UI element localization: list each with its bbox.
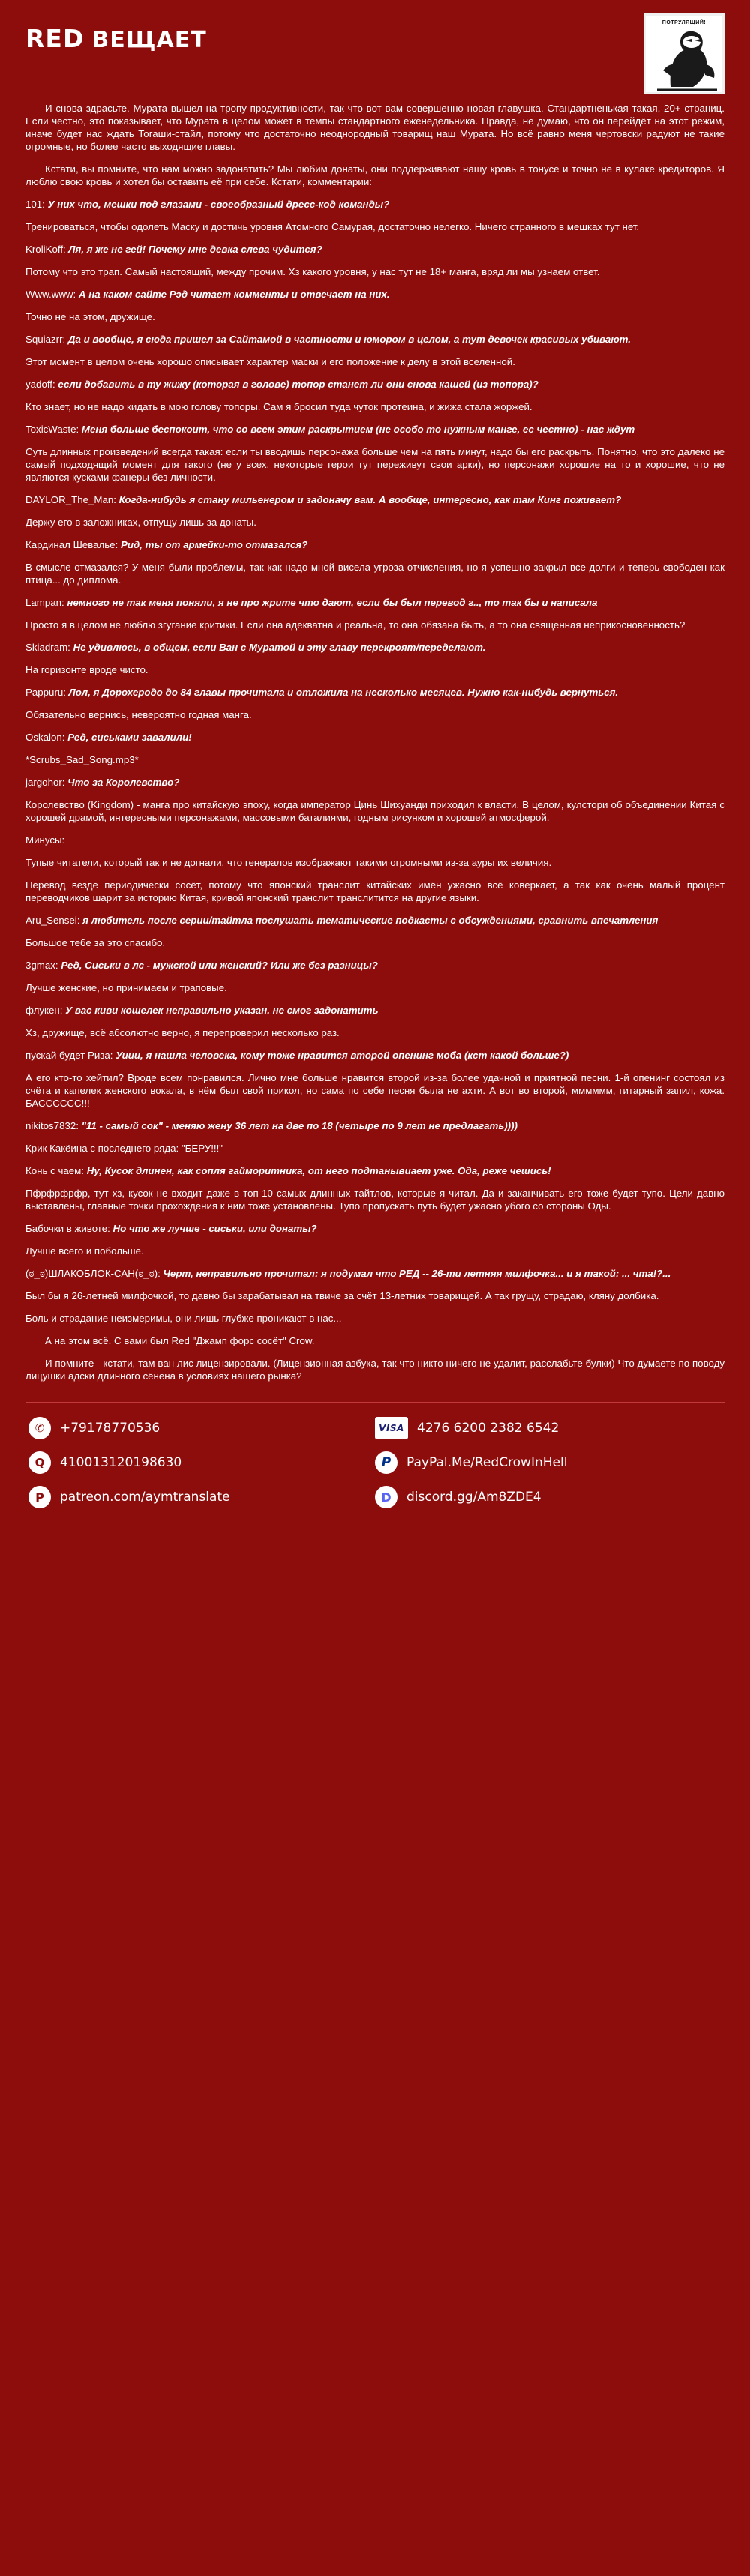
- comment-question: Не удивлюсь, в общем, если Ван с Муратой и эту главу перекроят/переделают.: [73, 642, 486, 653]
- comment-answer-extra: Боль и страдание неизмеримы, они лишь глубже проникают в нас...: [26, 1313, 342, 1324]
- footer-discord[interactable]: [375, 1486, 722, 1508]
- visa-icon: VISA: [375, 1417, 408, 1439]
- comment-answer: *Scrubs_Sad_Song.mp3*: [26, 754, 139, 765]
- comment-question: Но что же лучше - сиськи, или донаты?: [112, 1223, 317, 1234]
- comment-block: [26, 959, 724, 972]
- article-body: [26, 102, 724, 1382]
- comment-answer: Этот момент в целом очень хорошо описывает характер маски и его положение к делу в этой вселенной.: [26, 356, 515, 367]
- comment-nick: Www.www:: [26, 289, 76, 300]
- comment-question: немного не так меня поняли, я не про жрите что дают, если бы был перевод г.., то так бы и написала: [67, 597, 598, 608]
- comment-nick: (ಠ_ಠ)ШЛАКОБЛОК-САН(ಠ_ಠ):: [26, 1268, 160, 1279]
- comment-nick: пускай будет Риза:: [26, 1050, 113, 1061]
- footer-card[interactable]: [375, 1417, 722, 1439]
- comment-nick: Pappuru:: [26, 687, 66, 698]
- comment-question: Лол, я Дорохеродо до 84 главы прочитала и отложила на несколько месяцев. Нужно как-нибудь вернуться.: [68, 687, 619, 698]
- minuses-item-1: Тупые читатели, который так и не догнали, что генералов изображают такими огромными из-за ауры их величия.: [26, 857, 552, 868]
- comment-question: Черт, неправильно прочитал: я подумал что РЕД -- 26-ти летняя милфочка... и я такой: ... чта!?...: [163, 1268, 671, 1279]
- comment-question: У вас киви кошелек неправильно указан. не смог задонатить: [65, 1005, 379, 1016]
- avatar-caption: ПОТРУЛЯЩИЙ!: [662, 20, 706, 25]
- comment-answer: Кто знает, но не надо кидать в мою голову топоры. Сам я бросил туда чуток протеина, и жижа стала жоржей.: [26, 401, 532, 412]
- avatar-drawing-icon: [648, 18, 724, 94]
- logo-red-text: RED: [26, 24, 85, 53]
- comment-block: [26, 378, 724, 391]
- comment-nick: Aru_Sensei:: [26, 915, 80, 926]
- comment-block: [26, 243, 724, 256]
- paragraph-intro-2: Кстати, вы помните, что нам можно задонатить? Мы любим донаты, они поддерживают нашу кровь в тонусе и точно не в кулаке кредиторов. Я люблю свою кровь и хотел бы оставить её при себе. Кстати, комментарии:: [26, 163, 724, 187]
- comment-nick: флукен:: [26, 1005, 63, 1016]
- comment-answer: Лучше женские, но принимаем и траповые.: [26, 982, 227, 993]
- comment-block: [26, 538, 724, 551]
- comment-block: [26, 1049, 724, 1062]
- comment-answer: Точно не на этом, дружище.: [26, 311, 155, 322]
- page-header: [26, 13, 724, 94]
- comment-block: [26, 914, 724, 927]
- avatar-artwork: [648, 18, 720, 90]
- page-footer: [26, 1402, 724, 1537]
- comment-block: [26, 198, 724, 211]
- comment-answer: Держу его в заложниках, отпущу лишь за донаты.: [26, 517, 256, 528]
- comment-answer: В смысле отмазался? У меня были проблемы, так как надо мной висела угроза отчисления, но я успешно закрыл все долги и теперь свободен как птица... до диплома.: [26, 562, 724, 586]
- comment-nick: Oskalon:: [26, 732, 65, 743]
- logo-veschaet-text: ВЕЩАЕТ: [92, 27, 207, 53]
- comment-block: [26, 776, 724, 789]
- footer-row-3: [28, 1486, 722, 1508]
- comment-answer: Суть длинных произведений всегда такая: если ты вводишь персонажа больше чем на пять минут, надо бы его раскрыть. Понятно, что это далеко не самый подходящий момент для такого (не у всех, некоторые герои тут переживут свои арки), но персонажи хорошие на то и хорошие, что не являются кусками фанеры без личности.: [26, 446, 724, 483]
- comment-nick: Конь с чаем:: [26, 1165, 85, 1176]
- comment-question: Уиии, я нашла человека, кому тоже нравится второй опенинг моба (кст какой больше?): [116, 1050, 569, 1061]
- footer-phone[interactable]: [28, 1417, 375, 1439]
- minuses-item-2: Перевод везде периодически сосёт, потому что японский транслит китайских имён ужасно всё коверкает, а так как очень малый процент переводчиков шарит за историю Китая, кривой японский транслит транслитится на другие языки.: [26, 879, 724, 903]
- comment-nick: ToxicWaste:: [26, 424, 80, 435]
- comment-block: [26, 641, 724, 654]
- comment-answer: Просто я в целом не люблю згугание критики. Если она адекватна и реальна, то она обязана быть, а то она священная неприкосновенность?: [26, 619, 686, 631]
- comment-answer: Королевство (Kingdom) - манга про китайскую эпоху, когда император Цинь Шихуанди приходил к власти. В целом, кулстори об объединении Китая с хорошей драмой, интересными персонажами, массовыми баталиями, годным рисунком и хорошей атмосферой.: [26, 799, 724, 823]
- comment-answer: Большое тебе за это спасибо.: [26, 937, 166, 948]
- comment-answer: Потому что это трап. Самый настоящий, между прочим. Хз какого уровня, у нас тут не 18+ манга, вряд ли мы узнаем ответ.: [26, 266, 600, 277]
- comment-answer: А его кто-то хейтил? Вроде всем понравился. Лично мне больше нравится второй из-за более удачной и приятной песни. 1-й опенинг состоял из счёта и капелек женского вокала, в нём был свой прикол, но сама по себе песня была не ахти. А вот во второй, мммммм, гитарный запил, кожа. БАСССССС!!!: [26, 1072, 724, 1109]
- comment-nick: nikitos7832:: [26, 1120, 79, 1131]
- comment-block: [26, 1164, 724, 1177]
- comment-nick: 3gmax:: [26, 960, 58, 971]
- comment-question: Ну, Кусок длинен, как сопля гайморитника, от него подтанывиает уже. Ода, реже чешись!: [86, 1165, 551, 1176]
- comment-nick: yadoff:: [26, 379, 56, 390]
- comment-question: Когда-нибудь я стану мильенером и задоначу вам. А вообще, интересно, как там Кинг поживает?: [118, 494, 622, 505]
- comment-question: "11 - самый сок" - меняю жену 36 лет на две по 18 (четыре по 9 лет не предлагать)))): [81, 1120, 518, 1131]
- paragraph-intro-1: И снова здрасьте. Мурата вышел на тропу продуктивности, так что вот вам совершенно новая главушка. Стандартненькая такая, 20+ страниц. Если честно, это показывает, что Мурата в целом может в темпы стандартного еженедельника. Правда, не думаю, что он перейдёт на этот режим, иначе будет нас ждать Тогаши-стайл, потому что достаточно неоднородный товарищ наш Мурата. Но всё равно меня чертовски радуют не такие огромные, но более часто выходящие главы.: [26, 103, 724, 152]
- footer-phone-text: +79178770536: [60, 1421, 160, 1436]
- comment-answer: Тренироваться, чтобы одолеть Маску и достичь уровня Атомного Самурая, достаточно нелегко. Ничего странного в мешках тут нет.: [26, 221, 640, 232]
- closing-line-1: А на этом всё. С вами был Red "Джамп форс сосёт" Crow.: [45, 1335, 315, 1346]
- comment-nick: 101:: [26, 199, 45, 210]
- footer-paypal[interactable]: [375, 1451, 722, 1474]
- minuses-label: Минусы:: [26, 834, 65, 846]
- comment-answer: На горизонте вроде чисто.: [26, 664, 148, 675]
- comment-nick: Skiadram:: [26, 642, 70, 653]
- comment-nick: jargohor:: [26, 777, 65, 788]
- patreon-icon: P: [28, 1486, 51, 1508]
- comment-question: если добавить в ту жижу (которая в голове) топор станет ли они снова кашей (из топора)?: [58, 379, 538, 390]
- site-logo: [26, 13, 207, 53]
- comment-answer: Крик Какёина с последнего ряда: "БЕРУ!!!": [26, 1143, 224, 1154]
- comment-block: [26, 333, 724, 346]
- comment-question: Ля, я же не гей! Почему мне девка слева чудится?: [68, 244, 322, 255]
- footer-discord-text: discord.gg/Am8ZDE4: [406, 1490, 542, 1505]
- paypal-icon: P: [375, 1451, 398, 1474]
- comment-block: [26, 1222, 724, 1235]
- comment-block: [26, 686, 724, 699]
- comment-nick: KroliKoff:: [26, 244, 66, 255]
- comment-question: Ред, сиськами завалили!: [68, 732, 192, 743]
- comment-block: [26, 288, 724, 301]
- comment-answer: Обязательно вернись, невероятно годная манга.: [26, 709, 252, 720]
- comment-answer: Лучше всего и побольше.: [26, 1245, 144, 1257]
- comment-question: У них что, мешки под глазами - своеобразный дресс-код команды?: [47, 199, 390, 210]
- comment-nick: Бабочки в животе:: [26, 1223, 110, 1234]
- qiwi-icon: Q: [28, 1451, 51, 1474]
- comment-block: [26, 493, 724, 506]
- comment-answer: Хз, дружище, всё абсолютно верно, я перепроверил несколько раз.: [26, 1027, 340, 1038]
- comment-answer: Был бы я 26-летней милфочкой, то давно бы зарабатывал на твиче за счёт 13-летних товарищей. А так грущу, страдаю, кляну долбика.: [26, 1290, 659, 1301]
- comment-question: Ред, Сиськи в лс - мужской или женский? Или же без разницы?: [61, 960, 378, 971]
- comment-answer: Пфрфрфрфр, тут хз, кусок не входит даже в топ-10 самых длинных тайтлов, которые я читал. Да и заканчивать его тоже будет тупо. Цели давно выставлены, главные точки прохождения к ним тоже установлены. Тупо пропускать путь будет ужасно убого со стороны Оды.: [26, 1188, 724, 1212]
- comment-question: Меня больше беспокоит, что со всем этим раскрытием (не особо то нужным манге, ес честно) - нас ждут: [81, 424, 635, 435]
- footer-qiwi[interactable]: [28, 1451, 375, 1474]
- footer-paypal-text: PayPal.Me/RedCrowInHell: [406, 1455, 568, 1470]
- discord-icon: D: [375, 1486, 398, 1508]
- comment-block: [26, 731, 724, 744]
- phone-icon: ✆: [28, 1417, 51, 1439]
- comment-block: [26, 596, 724, 609]
- comment-nick: DAYLOR_The_Man:: [26, 494, 116, 505]
- comment-nick: Кардинал Шевалье:: [26, 539, 118, 550]
- footer-row-1: [28, 1417, 722, 1439]
- footer-card-text: 4276 6200 2382 6542: [417, 1421, 560, 1436]
- comment-block: [26, 1119, 724, 1132]
- comment-question: Да и вообще, я сюда пришел за Сайтамой в частности и юмором в целом, а тут девочек красивых убивают.: [68, 334, 631, 345]
- comment-block: [26, 1267, 724, 1280]
- comment-block: [26, 1004, 724, 1017]
- closing-line-2: И помните - кстати, там ван лис лицензировали. (Лицензионная азбука, так что никто ничего не удалит, расслабьте булки) Что думаете по поводу лицушки адски длинного сёнена в условиях нашего рынка?: [26, 1358, 724, 1382]
- comment-question: я любитель после серии/тайтла послушать тематические подкасты с обсуждениями, сравнить впечатления: [82, 915, 658, 926]
- avatar: [644, 13, 724, 94]
- comment-question: Рид, ты от армейки-то отмазался?: [120, 539, 308, 550]
- footer-patreon[interactable]: [28, 1486, 375, 1508]
- footer-qiwi-text: 410013120198630: [60, 1455, 182, 1470]
- comment-question: Что за Королевство?: [68, 777, 180, 788]
- comment-block: [26, 423, 724, 436]
- footer-row-2: [28, 1451, 722, 1474]
- footer-patreon-text: patreon.com/aymtranslate: [60, 1490, 230, 1505]
- comment-nick: Lampan:: [26, 597, 64, 608]
- comment-nick: Squiazrr:: [26, 334, 66, 345]
- comment-question: А на каком сайте Рэд читает комменты и отвечает на них.: [78, 289, 390, 300]
